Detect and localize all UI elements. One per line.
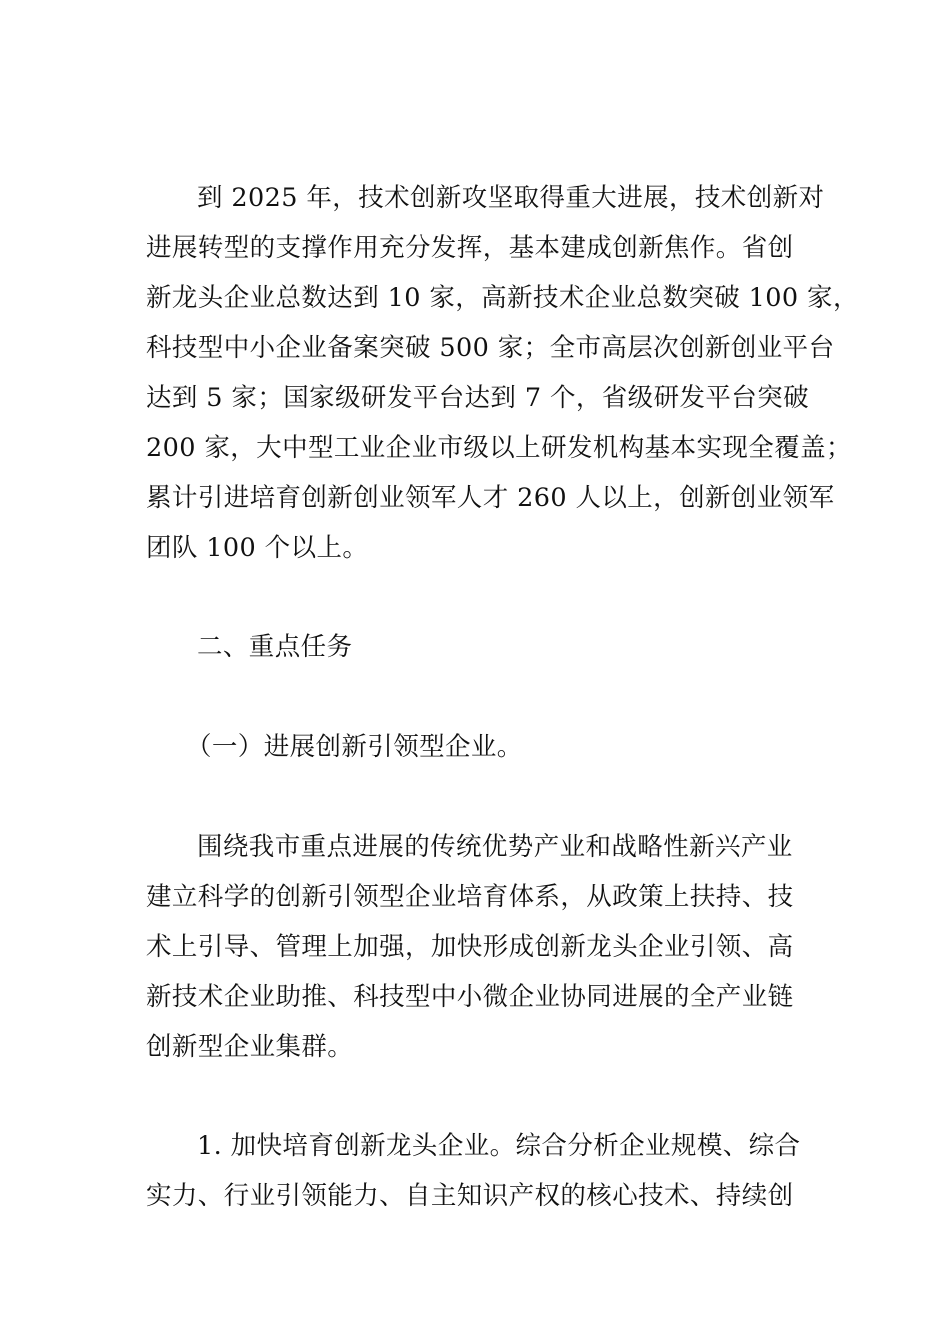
heading-key-tasks: 二、重点任务 xyxy=(197,632,353,662)
text-line: 累计引进培育创新创业领军人才 260 人以上，创新创业领军 xyxy=(146,483,835,513)
text-line: 实力、行业引领能力、自主知识产权的核心技术、持续创 xyxy=(146,1181,794,1211)
text-line: 围绕我市重点进展的传统优势产业和战略性新兴产业 xyxy=(197,832,793,862)
subheading-innovative-enterprises: （一）进展创新引领型企业。 xyxy=(186,732,523,762)
text-line: 新龙头企业总数达到 10 家，高新技术企业总数突破 100 家， xyxy=(146,283,859,313)
text-line: 术上引导、管理上加强，加快形成创新龙头企业引领、高 xyxy=(146,932,794,962)
text-line: 新技术企业助推、科技型中小微企业协同进展的全产业链 xyxy=(146,982,794,1012)
section-heading xyxy=(146,622,826,672)
text-line: 创新型企业集群。 xyxy=(146,1032,354,1062)
text-line: 到 2025 年，技术创新攻坚取得重大进展，技术创新对 xyxy=(197,183,825,213)
paragraph-targets-2025 xyxy=(146,173,859,573)
text-line: 团队 100 个以上。 xyxy=(146,533,369,563)
text-line: 进展转型的支撑作用充分发挥，基本建成创新焦作。省创 xyxy=(146,233,794,263)
text-line: 建立科学的创新引领型企业培育体系，从政策上扶持、技 xyxy=(146,882,794,912)
text-line: 科技型中小企业备案突破 500 家；全市高层次创新创业平台 xyxy=(146,333,835,363)
text-line: 1. 加快培育创新龙头企业。综合分析企业规模、综合 xyxy=(197,1131,801,1161)
paragraph-leading-enterprises xyxy=(146,1121,826,1221)
subsection-heading xyxy=(146,722,826,772)
paragraph-enterprise-system xyxy=(146,822,826,1072)
text-line: 200 家，大中型工业企业市级以上研发机构基本实现全覆盖； xyxy=(146,433,852,463)
text-line: 达到 5 家；国家级研发平台达到 7 个，省级研发平台突破 xyxy=(146,383,809,413)
